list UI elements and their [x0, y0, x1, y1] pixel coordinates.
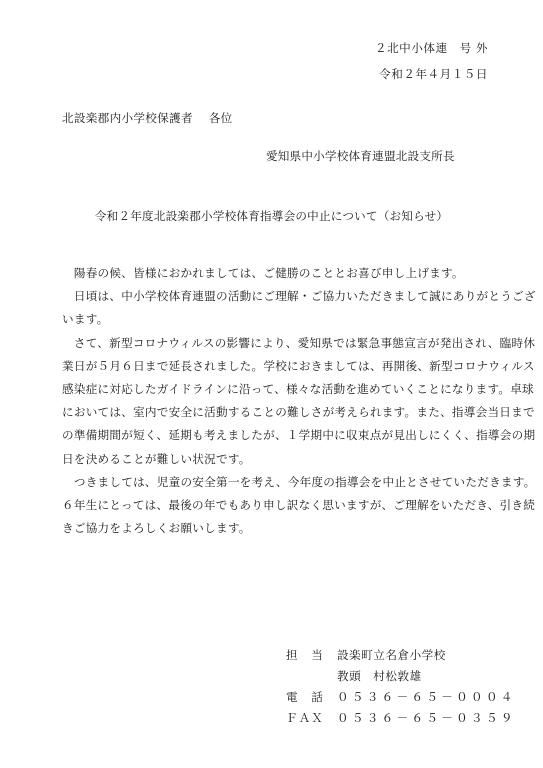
- body-line: においては、室内で安全に活動することの難しさが考えられます。また、指導会当日まで: [62, 405, 535, 420]
- contact-person-row: [286, 666, 516, 687]
- person-in-charge-label: 担 当: [286, 648, 324, 662]
- recipient: 北設楽郡内小学校保護者 各位: [62, 111, 233, 125]
- body-line: います。: [62, 312, 109, 327]
- body-line: 陽春の候、皆様におかれましては、ご健勝のこととお喜び申し上げます。: [62, 266, 464, 280]
- contact-phone-row: [286, 687, 516, 708]
- contact-block: [286, 645, 516, 729]
- school-name: 設楽町立名倉小学校: [337, 648, 446, 662]
- person-name: 教頭 村松敦雄: [337, 669, 422, 683]
- phone-number: ０５３６－６５－０００４: [337, 690, 516, 704]
- body-line: 日を決めることが難しい状況です。: [62, 451, 251, 466]
- document-date: 令和２年４月１５日: [379, 67, 488, 81]
- body-line: 業日が５月６日まで延長されました。学校におきましては、再開後、新型コロナウィルス: [62, 358, 535, 373]
- fax-label: ＦＡＸ: [286, 711, 324, 725]
- contact-fax-row: [286, 708, 516, 729]
- body-line: の準備期間が短く、延期も考えましたが、１学期中に収束点が見出しにくく、指導会の期: [62, 428, 536, 443]
- body-line: きご協力をよろしくお願いします。: [62, 521, 251, 536]
- body-line: さて、新型コロナウィルスの影響により、愛知県では緊急事態宣言が発出され、臨時休: [62, 335, 536, 350]
- document-number: ２北中小体連 号 外: [374, 41, 488, 55]
- body-line: つきましては、児童の安全第一を考え、今年度の指導会を中止とさせていただきます。: [62, 474, 536, 489]
- spacer: [286, 666, 337, 687]
- contact-school-row: [286, 645, 516, 666]
- body-line: ６年生にとっては、最後の年でもあり申し訳なく思いますが、ご理解をいただき、引き続: [62, 497, 536, 512]
- body-line: 感染症に対応したガイドラインに沿って、様々な活動を進めていくことになります。卓球: [62, 381, 534, 396]
- body-line: 日頃は、中小学校体育連盟の活動にご理解・ご協力いただきまして誠にありがとうござ: [62, 289, 536, 304]
- body-text: [62, 262, 536, 540]
- phone-label: 電 話: [286, 690, 324, 704]
- document-title: 令和２年度北設楽郡小学校体育指導会の中止について（お知らせ）: [94, 209, 449, 223]
- fax-number: ０５３６－６５－０３５９: [337, 711, 516, 725]
- sender: 愛知県中小学校体育連盟北設支所長: [266, 149, 455, 163]
